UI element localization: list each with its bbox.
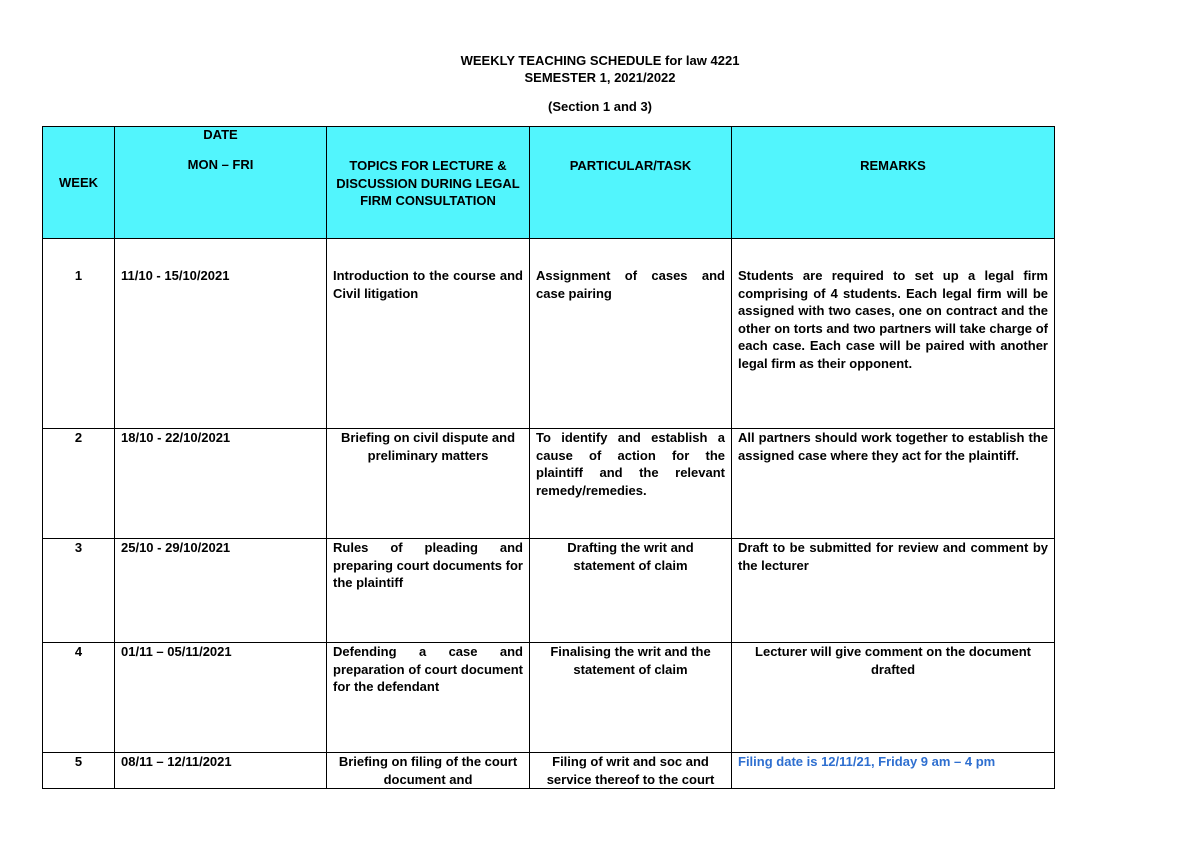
table-header-row (43, 127, 1055, 239)
topic-cell: Introduction to the course and Civil litigation (327, 239, 530, 429)
remarks-cell: All partners should work together to establish the assigned case where they act for the plaintiff. (732, 429, 1055, 539)
col-header-date-label: DATE (203, 127, 238, 142)
week-cell: 5 (43, 753, 115, 789)
remarks-cell: Lecturer will give comment on the document drafted (732, 643, 1055, 753)
filing-date-note: Filing date is 12/11/21, Friday 9 am – 4 pm (738, 754, 996, 769)
task-cell: Assignment of cases and case pairing (530, 239, 732, 429)
table-row (43, 429, 1055, 539)
task-cell: Filing of writ and soc and service thereof to the court (530, 753, 732, 789)
topic-cell: Briefing on civil dispute and preliminary matters (327, 429, 530, 539)
col-header-task: PARTICULAR/TASK (530, 127, 732, 239)
topic-cell: Briefing on filing of the court document and (327, 753, 530, 789)
date-cell: 18/10 - 22/10/2021 (115, 429, 327, 539)
task-cell: To identify and establish a cause of action for the plaintiff and the relevant remedy/remedies. (530, 429, 732, 539)
date-cell: 25/10 - 29/10/2021 (115, 539, 327, 643)
topic-cell: Defending a case and preparation of court document for the defendant (327, 643, 530, 753)
week-cell: 2 (43, 429, 115, 539)
task-cell: Drafting the writ and statement of claim (530, 539, 732, 643)
col-header-date (115, 127, 327, 239)
date-cell: 08/11 – 12/11/2021 (115, 753, 327, 789)
table-row (43, 753, 1055, 789)
semester-line: SEMESTER 1, 2021/2022 (524, 70, 676, 85)
week-cell: 1 (43, 239, 115, 429)
table-row (43, 239, 1055, 429)
col-header-topics: TOPICS FOR LECTURE & DISCUSSION DURING LEGAL FIRM CONSULTATION (327, 127, 530, 239)
col-header-date-sub: MON – FRI (187, 156, 254, 172)
remarks-cell (732, 753, 1055, 789)
col-header-week: WEEK (43, 127, 115, 239)
section-line: (Section 1 and 3) (547, 99, 653, 114)
date-cell: 11/10 - 15/10/2021 (115, 239, 327, 429)
schedule-table (42, 126, 1055, 789)
topic-cell: Rules of pleading and preparing court documents for the plaintiff (327, 539, 530, 643)
task-cell: Finalising the writ and the statement of claim (530, 643, 732, 753)
remarks-cell: Draft to be submitted for review and comment by the lecturer (732, 539, 1055, 643)
week-cell: 4 (43, 643, 115, 753)
week-cell: 3 (43, 539, 115, 643)
col-header-remarks: REMARKS (732, 127, 1055, 239)
date-cell: 01/11 – 05/11/2021 (115, 643, 327, 753)
document-title: WEEKLY TEACHING SCHEDULE for law 4221 (460, 53, 740, 68)
table-row (43, 539, 1055, 643)
remarks-cell: Students are required to set up a legal firm comprising of 4 students. Each legal firm will be assigned with two cases, one on contract and the other on torts and two partners will take charge of each case. Each case will be paired with another legal firm as their opponent. (732, 239, 1055, 429)
table-row (43, 643, 1055, 753)
